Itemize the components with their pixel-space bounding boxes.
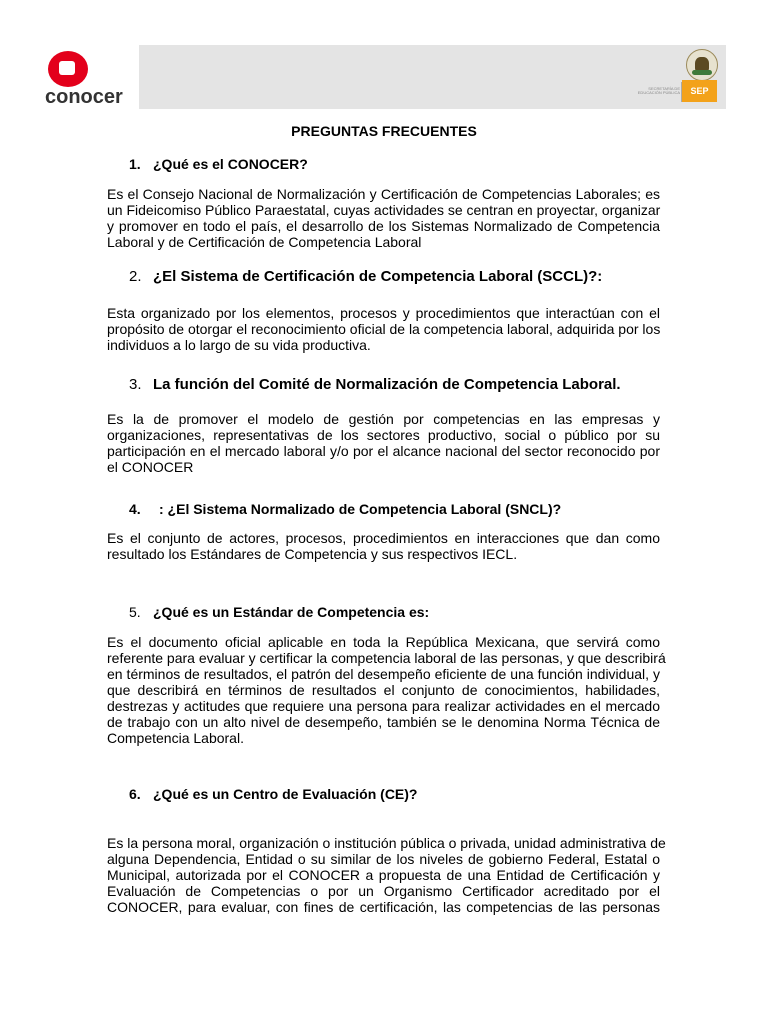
conocer-logo-text: conocer bbox=[45, 86, 123, 108]
answer-4 bbox=[107, 530, 660, 562]
answer-line: que describirá en términos de resultados el conjunto de conocimientos, habilidades, bbox=[107, 682, 660, 698]
question-number: 4. bbox=[129, 501, 141, 517]
sep-logo: SEP bbox=[682, 80, 717, 102]
mexico-seal-icon bbox=[686, 49, 718, 81]
question-5 bbox=[129, 604, 429, 620]
question-number: 1. bbox=[129, 156, 141, 172]
question-2 bbox=[129, 268, 602, 285]
answer-line: de trabajo con un alto nivel de desempeño, también se le denomina Norma Técnica de bbox=[107, 714, 660, 730]
answer-line: en términos de resultados, el patrón del desempeño eficiente de una función individual, y bbox=[107, 666, 660, 682]
answer-line: Es la persona moral, organización o institución pública o privada, unidad administrativa de bbox=[107, 835, 666, 851]
question-4 bbox=[129, 501, 561, 517]
answer-line: Esta organizado por los elementos, procesos y procedimientos que interactúan con el bbox=[107, 305, 660, 321]
question-text: ¿Qué es un Centro de Evaluación (CE)? bbox=[153, 786, 418, 802]
answer-line: referente para evaluar y certificar la competencia laboral de las personas, y que describirá bbox=[107, 650, 666, 666]
answer-line: Es el Consejo Nacional de Normalización y Certificación de Competencias Laborales; es bbox=[107, 186, 660, 202]
question-text: : ¿El Sistema Normalizado de Competencia Laboral (SNCL)? bbox=[159, 501, 562, 517]
answer-line: propósito de otorgar el reconocimiento oficial de la competencia laboral, adquirida por los bbox=[107, 321, 661, 337]
answer-line: alguna Dependencia, Entidad o su similar de los niveles de gobierno Federal, Estatal o bbox=[107, 851, 660, 867]
page-title: PREGUNTAS FRECUENTES bbox=[291, 123, 477, 139]
answer-line: resultado los Estándares de Competencia y sus respectivos IECL. bbox=[107, 546, 518, 562]
question-text: La función del Comité de Normalización de Competencia Laboral. bbox=[153, 376, 621, 393]
answer-line: Es el conjunto de actores, procesos, procedimientos en interacciones que dan como bbox=[107, 530, 660, 546]
answer-3 bbox=[107, 411, 660, 475]
answer-line: Laboral y de Certificación de Competencia Laboral bbox=[107, 234, 422, 250]
answer-line: Es el documento oficial aplicable en toda la República Mexicana, que servirá como bbox=[107, 634, 660, 650]
answer-line: individuos a lo largo de su vida productiva. bbox=[107, 337, 371, 353]
question-3 bbox=[129, 376, 621, 393]
answer-line: participación en el mercado laboral y/o por el alcance nacional del sector reconocido por bbox=[107, 443, 660, 459]
answer-5 bbox=[107, 634, 666, 746]
answer-line: Es la de promover el modelo de gestión por competencias en las empresas y bbox=[107, 411, 660, 427]
question-number: 6. bbox=[129, 786, 141, 802]
answer-line: destrezas y actitudes que requiere una persona para realizar actividades en el mercado bbox=[107, 698, 660, 714]
answer-line: el CONOCER bbox=[107, 459, 194, 475]
answer-line: Municipal, autorizada por el CONOCER a propuesta de una Entidad de Certificación y bbox=[107, 867, 660, 883]
question-6 bbox=[129, 786, 417, 802]
answer-line: CONOCER, para evaluar, con fines de certificación, las competencias de las personas bbox=[107, 899, 660, 915]
question-text: ¿El Sistema de Certificación de Competencia Laboral (SCCL)?: bbox=[153, 268, 603, 285]
answer-line: y promover en todo el país, el desarrollo de los Sistemas Normalizado de Competencia bbox=[107, 218, 660, 234]
answer-line: un Fideicomiso Público Paraestatal, cuyas actividades se centran en proyectar, organizar bbox=[107, 202, 661, 218]
answer-line: organizaciones, representativas de los sectores productivo, social o público por su bbox=[107, 427, 660, 443]
answer-line: Competencia Laboral. bbox=[107, 730, 244, 746]
answer-2 bbox=[107, 305, 660, 353]
answer-line: Evaluación de Competencias o por un Organismo Certificador acreditado por el bbox=[107, 883, 660, 899]
question-number: 2. bbox=[129, 268, 142, 285]
sep-subtitle: SECRETARÍA DE EDUCACIÓN PÚBLICA bbox=[637, 86, 680, 95]
answer-1 bbox=[107, 186, 660, 250]
conocer-logo-mark-icon bbox=[48, 51, 88, 87]
header-band bbox=[39, 45, 726, 109]
answer-6 bbox=[107, 835, 666, 915]
question-number: 3. bbox=[129, 376, 142, 393]
question-text: ¿Qué es el CONOCER? bbox=[153, 156, 308, 172]
question-number: 5. bbox=[129, 604, 141, 620]
question-text: ¿Qué es un Estándar de Competencia es: bbox=[153, 604, 430, 620]
question-1 bbox=[129, 156, 308, 172]
